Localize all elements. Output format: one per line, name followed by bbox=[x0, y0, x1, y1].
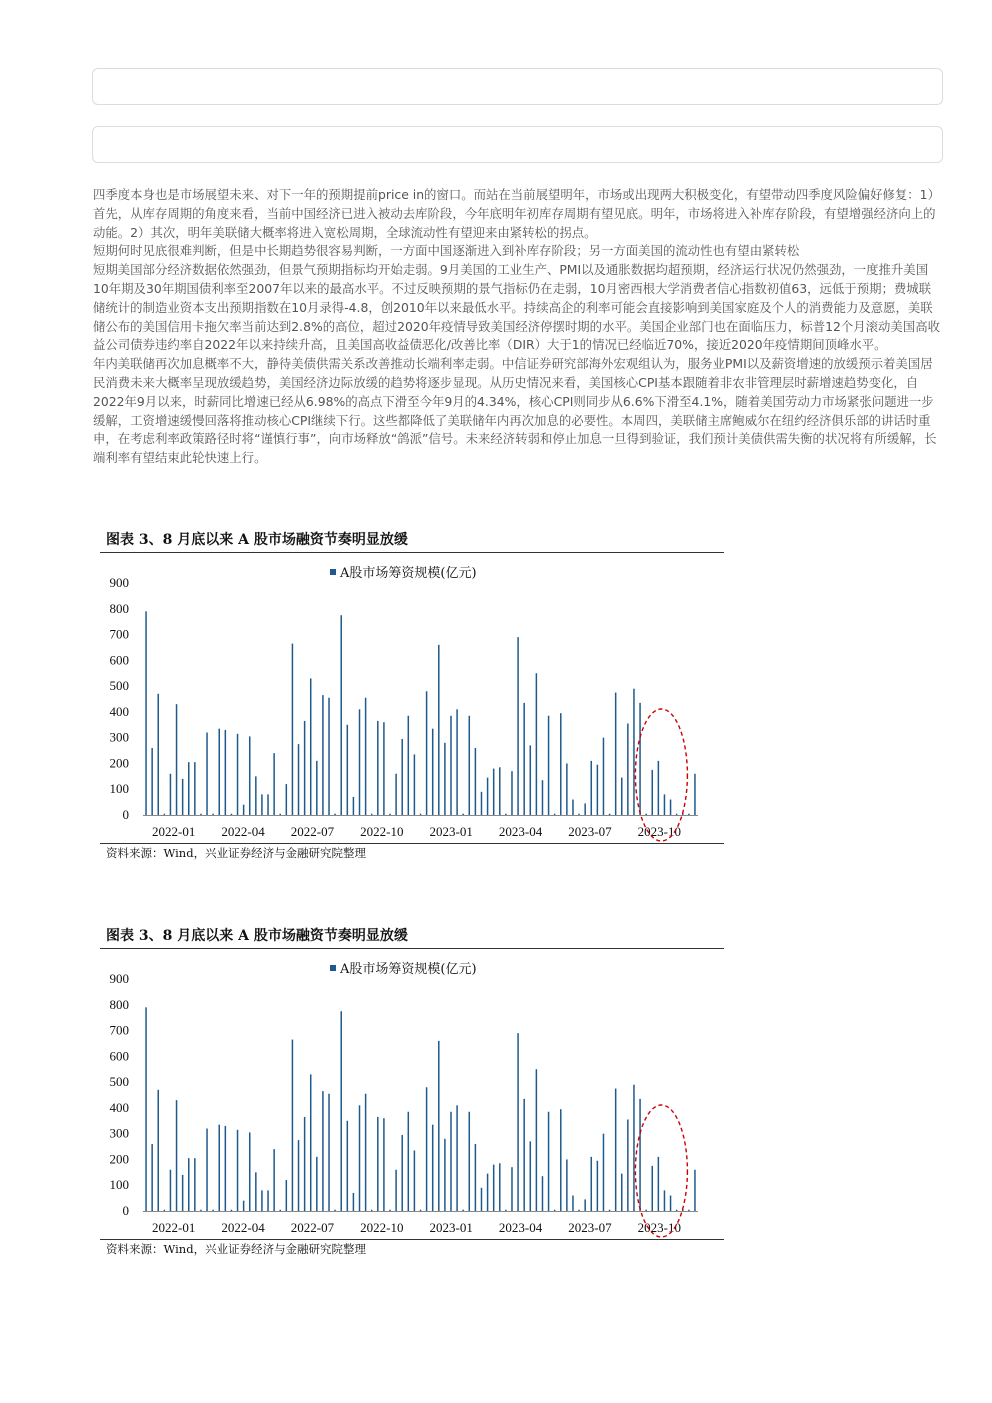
bar bbox=[639, 703, 641, 815]
bar bbox=[591, 1157, 593, 1211]
bar bbox=[304, 1117, 306, 1211]
bar bbox=[292, 644, 294, 815]
bar bbox=[554, 1210, 556, 1211]
bar bbox=[304, 721, 306, 815]
bar bbox=[237, 734, 239, 815]
bar bbox=[316, 1157, 318, 1211]
bar bbox=[182, 1175, 184, 1211]
x-tick-label: 2023-01 bbox=[429, 1220, 473, 1235]
body-text bbox=[93, 186, 943, 468]
x-tick-label: 2023-04 bbox=[498, 1220, 543, 1235]
bar bbox=[572, 800, 574, 815]
bar bbox=[383, 1118, 385, 1211]
bar bbox=[383, 722, 385, 815]
bar bbox=[456, 709, 458, 815]
bar bbox=[176, 1100, 178, 1211]
bar bbox=[194, 1158, 196, 1211]
bar bbox=[688, 1210, 690, 1211]
y-tick-label: 700 bbox=[109, 1022, 129, 1038]
bar bbox=[292, 1040, 294, 1211]
x-tick-label: 2022-07 bbox=[290, 824, 335, 839]
bar bbox=[157, 694, 159, 815]
y-tick-label: 700 bbox=[109, 626, 129, 642]
bar bbox=[267, 794, 269, 815]
bar bbox=[334, 814, 336, 815]
paragraph-q4-outlook: 四季度本身也是市场展望未来、对下一年的预期提前price in的窗口。而站在当前展望明年，市场或出现两大积极变化，有望带动四季度风险偏好修复：1）首先，从库存周期的角度来看，当前中国经济已进入被动去库阶段，今年底明年初库存周期有望见底。明年，市场将进入补库存阶段，有望增强经济向上的动能。2）其次，明年美联储大概率将进入宽松周期，全球流动性有望迎来由紧转松的拐点。 bbox=[93, 187, 940, 240]
bar bbox=[395, 774, 397, 815]
bar bbox=[249, 736, 251, 815]
y-tick-label: 100 bbox=[109, 1177, 129, 1193]
bar bbox=[231, 814, 233, 815]
y-tick-label: 900 bbox=[109, 971, 129, 986]
bar bbox=[243, 1201, 245, 1211]
bar bbox=[615, 1089, 617, 1211]
bar bbox=[487, 778, 489, 815]
y-tick-label: 500 bbox=[109, 678, 129, 694]
bar bbox=[505, 1210, 507, 1211]
x-tick-label: 2022-07 bbox=[290, 1220, 335, 1235]
bar bbox=[310, 1074, 312, 1211]
y-tick-label: 0 bbox=[122, 807, 129, 822]
bar bbox=[170, 774, 172, 815]
bar bbox=[151, 748, 153, 815]
bar bbox=[523, 1099, 525, 1211]
bar bbox=[286, 1180, 288, 1211]
bar bbox=[499, 1163, 501, 1211]
bar bbox=[432, 1125, 434, 1211]
bar bbox=[328, 1094, 330, 1211]
bar bbox=[322, 1091, 324, 1211]
bar bbox=[432, 729, 434, 815]
bar bbox=[218, 729, 220, 815]
y-tick-label: 800 bbox=[109, 996, 129, 1012]
x-tick-label: 2023-07 bbox=[568, 824, 612, 839]
legend-swatch bbox=[330, 569, 336, 575]
bar bbox=[298, 1140, 300, 1211]
bar bbox=[170, 1170, 172, 1211]
bar-chart bbox=[100, 553, 724, 843]
bar bbox=[511, 1167, 513, 1211]
bar bbox=[310, 678, 312, 815]
y-tick-label: 300 bbox=[109, 729, 129, 745]
bar bbox=[237, 1130, 239, 1211]
bar bbox=[652, 770, 654, 815]
bar bbox=[621, 778, 623, 815]
bar bbox=[572, 1196, 574, 1211]
bar bbox=[450, 716, 452, 815]
bar bbox=[420, 814, 422, 815]
x-tick-label: 2022-10 bbox=[360, 1220, 404, 1235]
bar bbox=[584, 1199, 586, 1211]
figure-2 bbox=[100, 926, 724, 1258]
bar bbox=[548, 1112, 550, 1211]
empty-text-box-1[interactable] bbox=[92, 68, 943, 105]
bar bbox=[377, 721, 379, 815]
y-tick-label: 400 bbox=[109, 1099, 129, 1115]
bar bbox=[584, 803, 586, 815]
bar bbox=[389, 1210, 391, 1211]
bar bbox=[542, 780, 544, 815]
bar bbox=[200, 814, 202, 815]
bar bbox=[365, 698, 367, 815]
bar bbox=[469, 716, 471, 815]
bar bbox=[194, 762, 196, 815]
legend-swatch bbox=[330, 965, 336, 971]
bar bbox=[597, 765, 599, 815]
bar bbox=[523, 703, 525, 815]
bar bbox=[334, 1210, 336, 1211]
bar bbox=[493, 1165, 495, 1211]
bar bbox=[206, 733, 208, 815]
bar bbox=[255, 776, 256, 815]
bar bbox=[371, 1210, 373, 1211]
x-tick-label: 2022-04 bbox=[221, 824, 265, 839]
bar bbox=[231, 1210, 233, 1211]
bar bbox=[255, 1172, 256, 1211]
bar bbox=[145, 1007, 147, 1211]
x-tick-label: 2022-04 bbox=[221, 1220, 265, 1235]
bar bbox=[273, 753, 275, 815]
bar bbox=[426, 1087, 428, 1211]
bar bbox=[469, 1112, 471, 1211]
x-tick-label: 2023-10 bbox=[637, 824, 681, 839]
bar bbox=[530, 1141, 532, 1211]
x-tick-label: 2023-04 bbox=[498, 824, 543, 839]
bar bbox=[176, 704, 178, 815]
bar bbox=[554, 814, 556, 815]
bar bbox=[670, 1196, 672, 1211]
bar bbox=[560, 1109, 562, 1211]
x-tick-label: 2023-10 bbox=[637, 1220, 681, 1235]
bar bbox=[414, 754, 416, 815]
bar bbox=[633, 1085, 635, 1211]
bar bbox=[188, 762, 190, 815]
bar bbox=[188, 1158, 190, 1211]
y-tick-label: 600 bbox=[109, 1048, 129, 1064]
bar bbox=[609, 814, 611, 815]
bar bbox=[359, 1105, 361, 1211]
bar bbox=[645, 1210, 647, 1211]
highlight-ellipse bbox=[635, 1105, 687, 1237]
bar bbox=[676, 814, 678, 815]
bar bbox=[658, 1157, 660, 1211]
bar-chart bbox=[100, 949, 724, 1239]
bar bbox=[603, 1134, 605, 1211]
bar bbox=[645, 814, 647, 815]
bar bbox=[414, 1150, 416, 1211]
y-tick-label: 900 bbox=[109, 575, 129, 590]
bar bbox=[475, 748, 477, 815]
bar bbox=[658, 761, 660, 815]
bar bbox=[566, 763, 568, 815]
bar bbox=[664, 1190, 666, 1211]
bar bbox=[182, 779, 184, 815]
bar bbox=[621, 1174, 623, 1211]
y-tick-label: 200 bbox=[109, 755, 129, 771]
bar bbox=[371, 814, 373, 815]
paragraph-fed-outlook: 年内美联储再次加息概率不大，静待美债供需关系改善推动长端利率走弱。中信证券研究部海外宏观组认为，服务业PMI以及薪资增速的放缓预示着美国居民消费未来大概率呈现放缓趋势，美国经济边际放缓的趋势将逐步显现。从历史情况来看，美国核心CPI基本跟随着非农非管理层时薪增速趋势变化，自2022年9月以来，时薪同比增速已经从6.98%的高点下滑至今年9月的4.34%，核心CPI则同步从6.6%下滑至4.1%，随着美国劳动力市场紧张问题进一步缓解，工资增速缓慢回落将推动核心CPI继续下行。这些都降低了美联储年内再次加息的必要性。本周四，美联储主席鲍威尔在纽约经济俱乐部的讲话时重申，在考虑利率政策路径时将“谨慎行事”，向市场释放“鸽派”信号。未来经济转弱和停止加息一旦得到验证，我们预计美债供需失衡的状况将有所缓解，长端利率有望结束此轮快速上行。 bbox=[93, 356, 937, 466]
bar bbox=[212, 814, 214, 815]
bar bbox=[408, 1112, 410, 1211]
y-tick-label: 600 bbox=[109, 652, 129, 668]
bar bbox=[212, 1210, 214, 1211]
y-tick-label: 400 bbox=[109, 703, 129, 719]
bar bbox=[694, 774, 696, 815]
bar bbox=[603, 738, 605, 815]
y-tick-label: 800 bbox=[109, 600, 129, 616]
bar bbox=[652, 1166, 654, 1211]
x-tick-label: 2023-07 bbox=[568, 1220, 612, 1235]
bar bbox=[450, 1112, 452, 1211]
bar bbox=[279, 1210, 281, 1211]
bar bbox=[481, 792, 483, 815]
bar bbox=[609, 1210, 611, 1211]
bar bbox=[353, 1193, 355, 1211]
bar bbox=[633, 689, 635, 815]
bar bbox=[261, 794, 263, 815]
bar bbox=[487, 1174, 489, 1211]
bar bbox=[267, 1190, 269, 1211]
legend-label: A股市场筹资规模(亿元) bbox=[340, 962, 477, 977]
bar bbox=[475, 1144, 477, 1211]
bar bbox=[627, 723, 629, 815]
bar bbox=[462, 814, 464, 815]
bar bbox=[591, 761, 593, 815]
bar bbox=[456, 1105, 458, 1211]
bar bbox=[536, 673, 538, 815]
bar bbox=[286, 784, 288, 815]
bar bbox=[395, 1170, 397, 1211]
bar bbox=[426, 691, 428, 815]
bar bbox=[566, 1159, 568, 1211]
y-tick-label: 100 bbox=[109, 781, 129, 797]
y-tick-label: 0 bbox=[122, 1203, 129, 1218]
x-tick-label: 2023-01 bbox=[429, 824, 473, 839]
bar bbox=[243, 805, 245, 815]
x-tick-label: 2022-10 bbox=[360, 824, 404, 839]
bar bbox=[206, 1129, 208, 1211]
figure-source: 资料来源：Wind，兴业证券经济与金融研究院整理 bbox=[100, 843, 724, 862]
legend-label: A股市场筹资规模(亿元) bbox=[340, 566, 477, 581]
bar bbox=[688, 814, 690, 815]
bar bbox=[444, 1139, 446, 1211]
bar bbox=[164, 1210, 166, 1211]
bar bbox=[347, 725, 349, 815]
figure-title: 图表 3、8 月底以来 A 股市场融资节奏明显放缓 bbox=[106, 532, 408, 548]
bar bbox=[145, 611, 147, 815]
bar bbox=[499, 767, 501, 815]
bar bbox=[517, 1033, 519, 1211]
bar bbox=[401, 739, 403, 815]
bar bbox=[316, 761, 318, 815]
bar bbox=[517, 637, 519, 815]
bar bbox=[340, 1011, 342, 1211]
bar bbox=[676, 1210, 678, 1211]
bar bbox=[347, 1121, 349, 1211]
bar bbox=[157, 1090, 159, 1211]
bar bbox=[597, 1161, 599, 1211]
bar bbox=[151, 1144, 153, 1211]
bar bbox=[420, 1210, 422, 1211]
bar bbox=[225, 730, 227, 815]
bar bbox=[401, 1135, 403, 1211]
bar bbox=[493, 769, 495, 815]
bar bbox=[511, 771, 513, 815]
y-tick-label: 500 bbox=[109, 1074, 129, 1090]
bar bbox=[359, 709, 361, 815]
paragraph-short-term: 短期何时见底很难判断，但是中长期趋势很容易判断，一方面中国逐渐进入到补库存阶段；另一方面美国的流动性也有望由紧转松 bbox=[93, 243, 800, 259]
bar bbox=[273, 1149, 275, 1211]
bar bbox=[542, 1176, 544, 1211]
bar bbox=[328, 698, 330, 815]
bar bbox=[560, 713, 562, 815]
bar bbox=[627, 1119, 629, 1211]
bar bbox=[377, 1117, 379, 1211]
bar bbox=[200, 1210, 202, 1211]
bar bbox=[481, 1188, 483, 1211]
bar bbox=[530, 745, 532, 815]
bar bbox=[694, 1170, 696, 1211]
bar bbox=[353, 797, 355, 815]
bar bbox=[536, 1069, 538, 1211]
y-tick-label: 300 bbox=[109, 1125, 129, 1141]
bar bbox=[639, 1099, 641, 1211]
bar bbox=[261, 1190, 263, 1211]
bar bbox=[218, 1125, 220, 1211]
bar bbox=[389, 814, 391, 815]
highlight-ellipse bbox=[635, 709, 687, 841]
empty-text-box-2[interactable] bbox=[92, 126, 943, 163]
figure-source: 资料来源：Wind，兴业证券经济与金融研究院整理 bbox=[100, 1239, 724, 1258]
bar bbox=[298, 744, 300, 815]
bar bbox=[438, 645, 440, 815]
bar bbox=[438, 1041, 440, 1211]
bar bbox=[408, 716, 410, 815]
bar bbox=[578, 814, 580, 815]
bar bbox=[578, 1210, 580, 1211]
bar bbox=[279, 814, 281, 815]
bar bbox=[548, 716, 550, 815]
paragraph-us-economy: 短期美国部分经济数据依然强劲，但景气预期指标均开始走弱。9月美国的工业生产、PMI以及通胀数据均超预期，经济运行状况仍然强劲，一度推升美国10年期及30年期国债利率至2007年以来的最高水平。不过反映预期的景气指标仍在走弱，10月密西根大学消费者信心指数初值63，远低于预期；费城联储统计的制造业资本支出预期指数在10月录得-4.8，创2010年以来最低水平。持续高企的利率可能会直接影响到美国家庭及个人的消费能力及意愿，美联储公布的美国信用卡拖欠率当前达到2.8%的高位，超过2020年疫情导致美国经济停摆时期的水平。美国企业部门也在面临压力，标普12个月滚动美国高收益公司债券违约率自2022年以来持续升高，且美国高收益债恶化/改善比率（DIR）大于1的情况已经临近70%，接近2020年疫情期间顶峰水平。 bbox=[93, 262, 940, 353]
x-tick-label: 2022-01 bbox=[152, 824, 196, 839]
bar bbox=[225, 1126, 227, 1211]
bar bbox=[505, 814, 507, 815]
bar bbox=[462, 1210, 464, 1211]
bar bbox=[340, 615, 342, 815]
bar bbox=[164, 814, 166, 815]
bar bbox=[249, 1132, 251, 1211]
y-tick-label: 200 bbox=[109, 1151, 129, 1167]
bar bbox=[444, 743, 446, 815]
bar bbox=[615, 693, 617, 815]
figure-title: 图表 3、8 月底以来 A 股市场融资节奏明显放缓 bbox=[106, 928, 408, 944]
bar bbox=[664, 794, 666, 815]
bar bbox=[670, 800, 672, 815]
x-tick-label: 2022-01 bbox=[152, 1220, 196, 1235]
figure-1 bbox=[100, 530, 724, 862]
bar bbox=[365, 1094, 367, 1211]
bar bbox=[322, 695, 324, 815]
